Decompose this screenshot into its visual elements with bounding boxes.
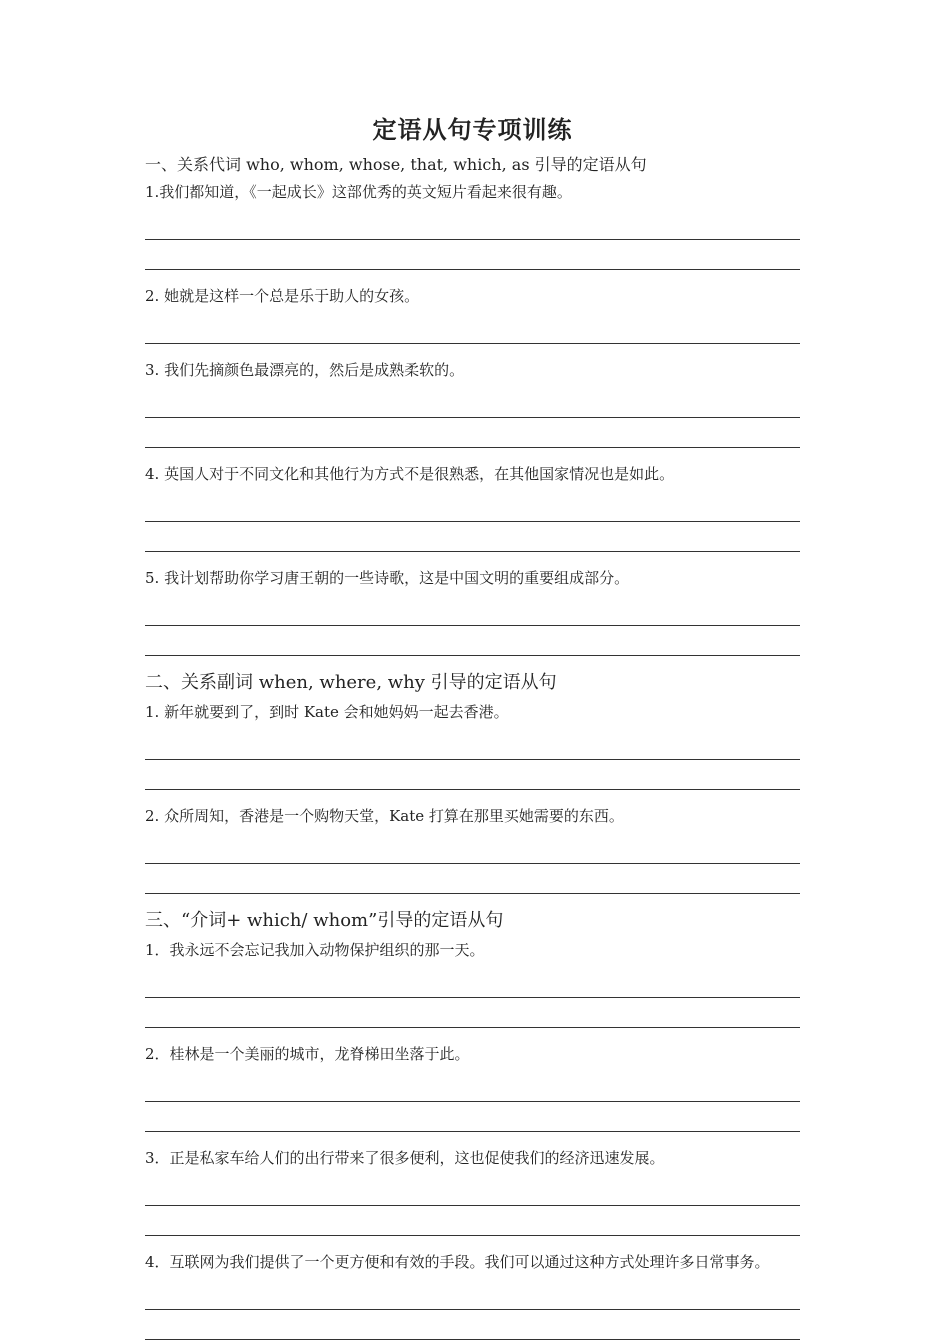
question: 2．桂林是一个美丽的城市，龙脊梯田坐落于此。 (145, 1045, 470, 1063)
answer-line[interactable] (145, 964, 800, 998)
answer-line[interactable] (145, 384, 800, 418)
question: 1.我们都知道，《一起成长》这部优秀的英文短片看起来很有趣。 (145, 183, 572, 201)
answer-line[interactable] (145, 1206, 800, 1236)
section-2 (145, 668, 800, 906)
answer-line[interactable] (145, 1276, 800, 1310)
answer-line[interactable] (145, 522, 800, 552)
answer-line[interactable] (145, 760, 800, 790)
answer-line[interactable] (145, 1102, 800, 1132)
answer-line[interactable] (145, 726, 800, 760)
section-heading: 三、“介词+ which/ whom”引导的定语从句 (145, 910, 504, 931)
question: 2. 众所周知，香港是一个购物天堂，Kate 打算在那里买她需要的东西。 (145, 807, 624, 825)
answer-line[interactable] (145, 310, 800, 344)
answer-line[interactable] (145, 240, 800, 270)
answer-line[interactable] (145, 1068, 800, 1102)
answer-line[interactable] (145, 488, 800, 522)
question: 4．互联网为我们提供了一个更方便和有效的手段。我们可以通过这种方式处理许多日常事务。 (145, 1253, 770, 1271)
answer-line[interactable] (145, 206, 800, 240)
question: 1．我永远不会忘记我加入动物保护组织的那一天。 (145, 941, 485, 959)
answer-line[interactable] (145, 592, 800, 626)
question: 3. 我们先摘颜色最漂亮的，然后是成熟柔软的。 (145, 361, 465, 379)
answer-line[interactable] (145, 1172, 800, 1206)
section-heading: 一、关系代词 who, whom, whose, that, which, as 引导的定语从句 (145, 155, 647, 174)
worksheet (145, 110, 800, 1340)
answer-line[interactable] (145, 830, 800, 864)
section-heading: 二、关系副词 when, where, why 引导的定语从句 (145, 672, 557, 693)
page-title: 定语从句专项训练 (372, 115, 573, 144)
answer-line[interactable] (145, 864, 800, 894)
section-3 (145, 906, 800, 1340)
answer-line[interactable] (145, 998, 800, 1028)
question: 3．正是私家车给人们的出行带来了很多便利，这也促使我们的经济迅速发展。 (145, 1149, 665, 1167)
question: 4. 英国人对于不同文化和其他行为方式不是很熟悉，在其他国家情况也是如此。 (145, 465, 675, 483)
answer-line[interactable] (145, 1310, 800, 1340)
answer-line[interactable] (145, 418, 800, 448)
answer-line[interactable] (145, 626, 800, 656)
question: 2. 她就是这样一个总是乐于助人的女孩。 (145, 287, 420, 305)
question: 5. 我计划帮助你学习唐王朝的一些诗歌，这是中国文明的重要组成部分。 (145, 569, 630, 587)
question: 1. 新年就要到了，到时 Kate 会和她妈妈一起去香港。 (145, 703, 509, 721)
section-1 (145, 152, 800, 668)
